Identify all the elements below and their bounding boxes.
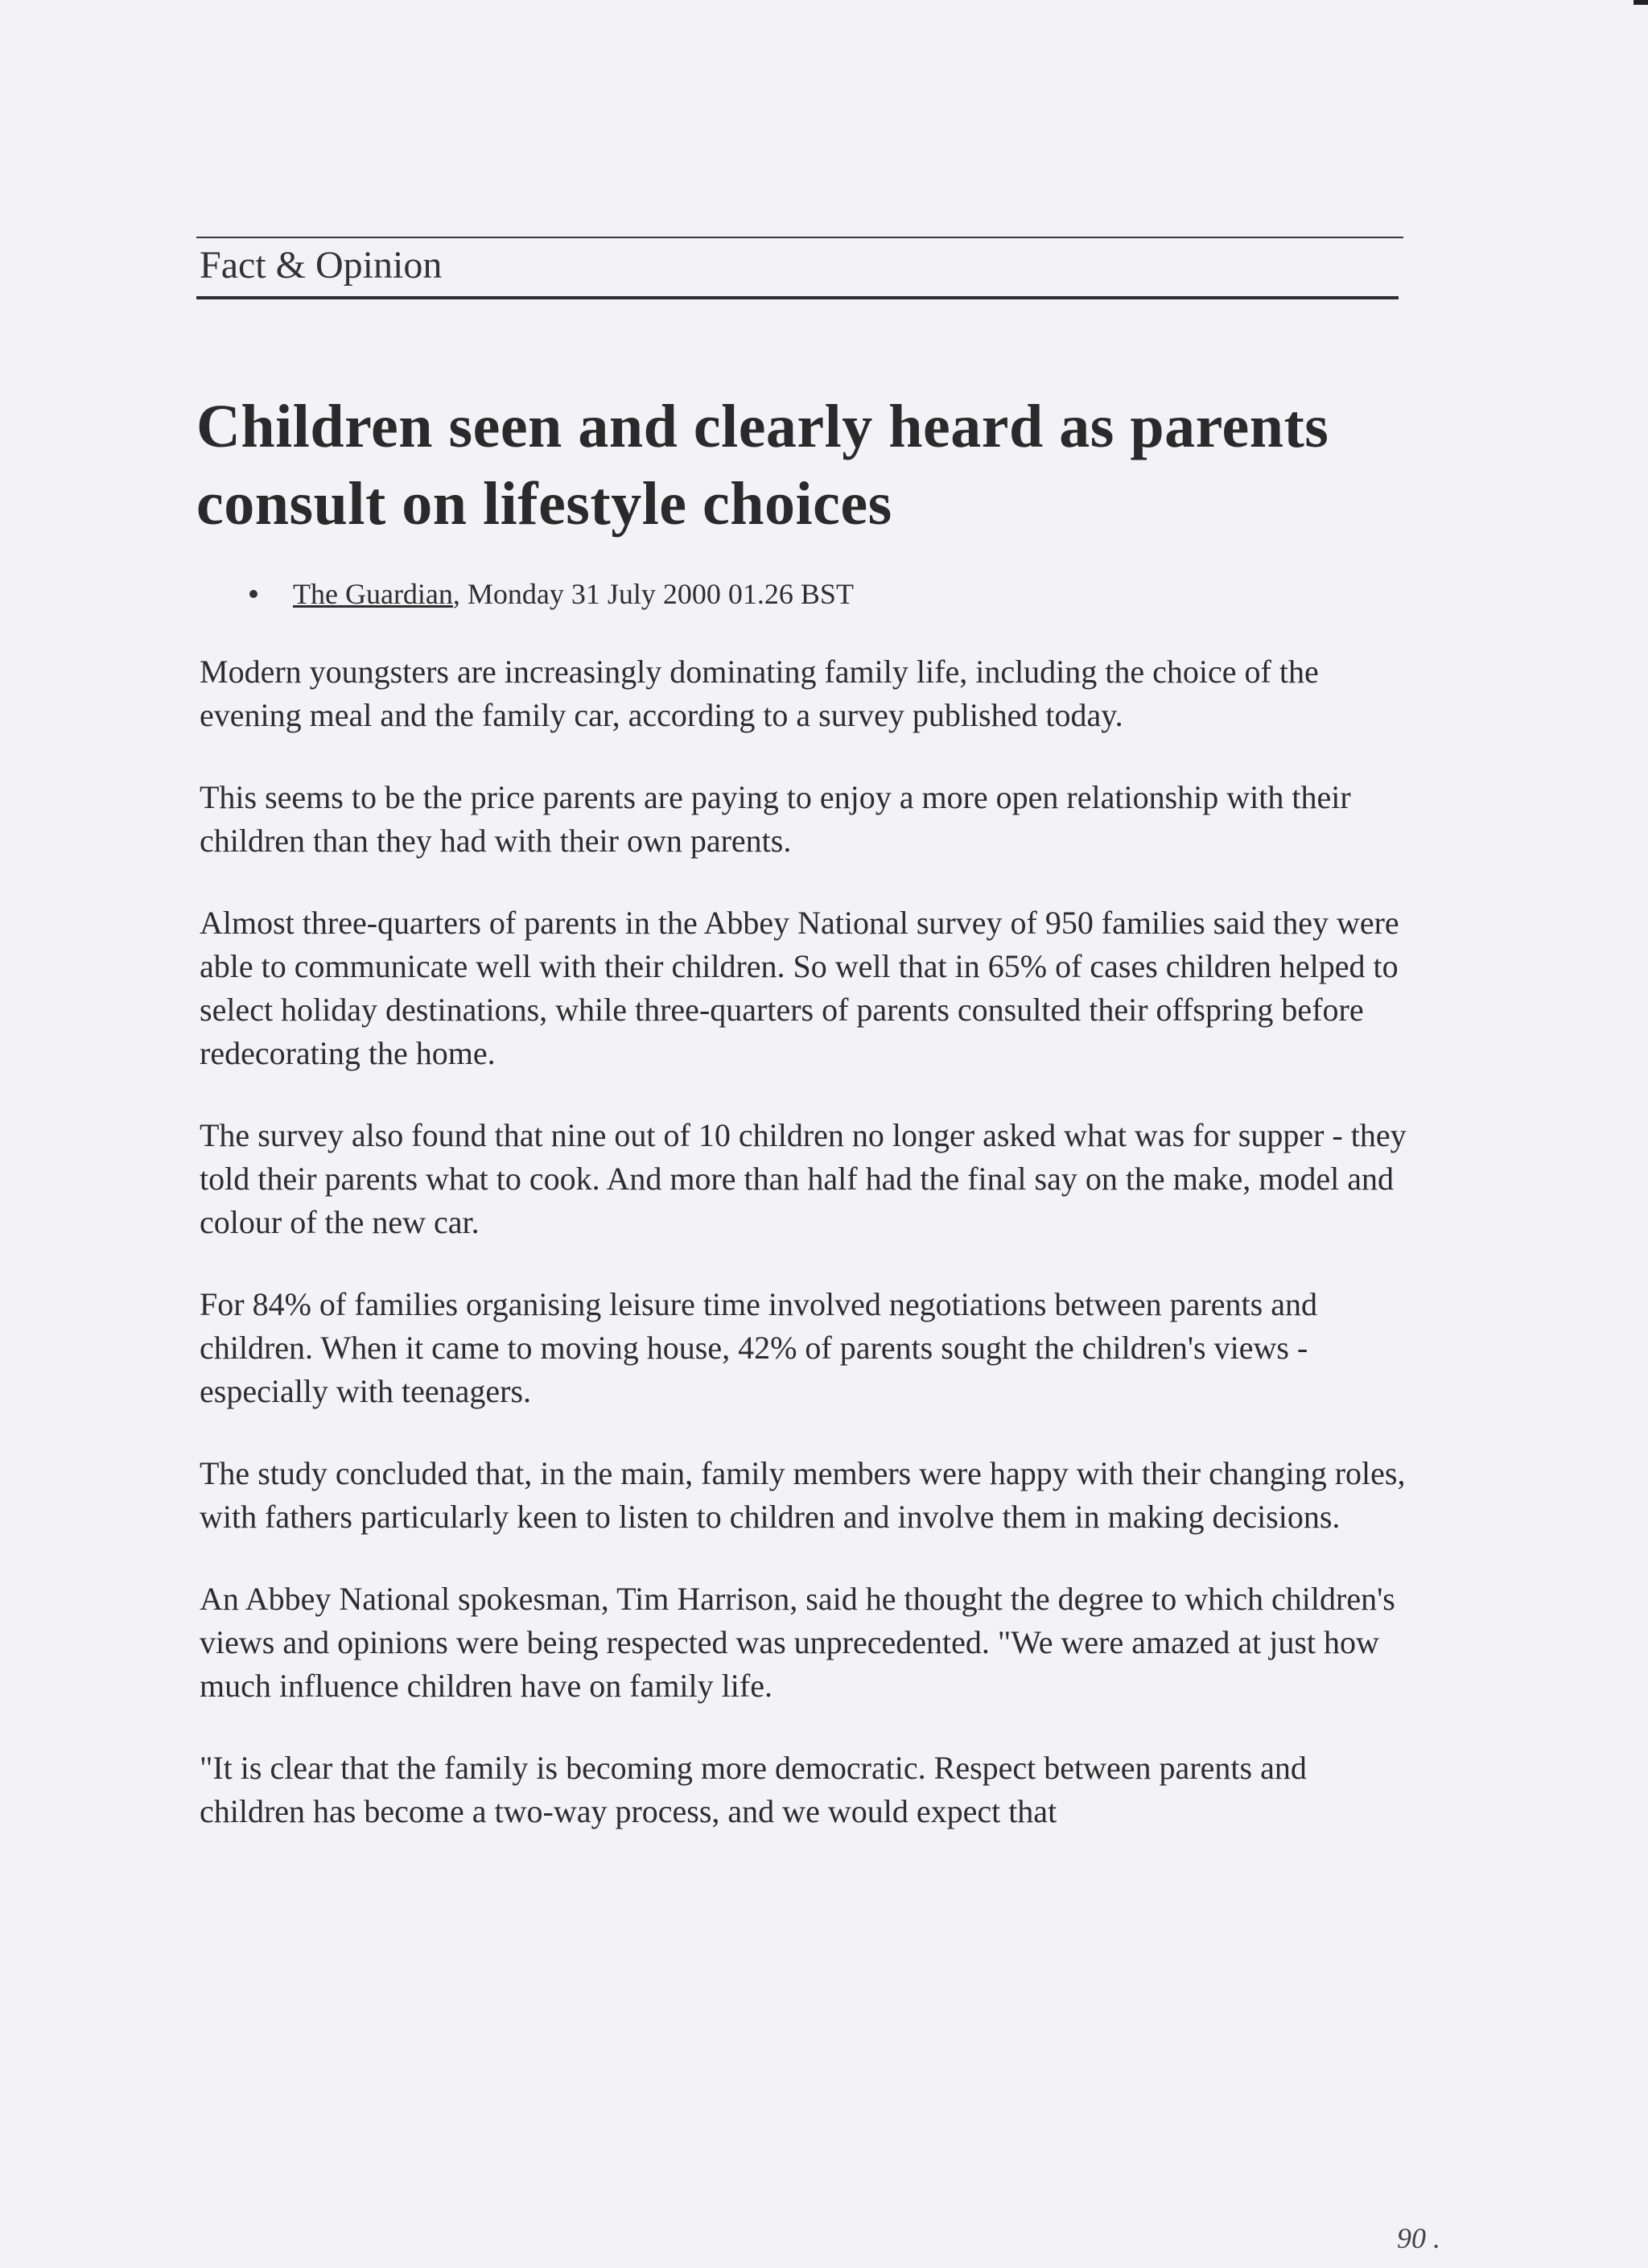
section-header (196, 237, 1403, 301)
paragraph: The study concluded that, in the main, family members were happy with their changing roles, with fathers particularly keen to listen to children and involve them in making decisions. (200, 1455, 1406, 1535)
paragraph: Modern youngsters are increasingly dominating family life, including the choice of the evening meal and the family car, according to a survey published today. (200, 654, 1319, 733)
article-headline: Children seen and clearly heard as parents consult on lifestyle choices (196, 393, 1329, 538)
section-label: Fact & Opinion (200, 244, 443, 287)
source-link[interactable]: The Guardian (293, 578, 453, 610)
byline-date: , Monday 31 July 2000 01.26 BST (452, 578, 854, 610)
page-number: 90 . (1397, 2222, 1440, 2254)
header-rule-top (196, 237, 1403, 238)
article-body (200, 650, 1407, 1872)
paragraph: For 84% of families organising leisure time involved negotiations between parents and children. When it came to moving house, 42% of parents sought the children's views - especially with teenagers. (200, 1286, 1317, 1409)
corner-mark (1634, 0, 1648, 5)
paragraph: An Abbey National spokesman, Tim Harrison, said he thought the degree to which children's views and opinions were being respected was unprecedented. "We were amazed at just how much influence children have on family life. (200, 1581, 1395, 1704)
header-rule-bottom (196, 296, 1399, 299)
paragraph: "It is clear that the family is becoming more democratic. Respect between parents and children has become a two-way process, and we would expect that (200, 1750, 1307, 1829)
paragraph: Almost three-quarters of parents in the Abbey National survey of 950 families said they were able to communicate well with their children. So well that in 65% of cases children helped to select holiday destinations, while three-quarters of parents consulted their offspring before redecorating the home. (200, 905, 1399, 1071)
paragraph: This seems to be the price parents are paying to enjoy a more open relationship with their children than they had with their own parents. (200, 779, 1351, 859)
paragraph: The survey also found that nine out of 10 children no longer asked what was for supper - they told their parents what to cook. And more than half had the final say on the make, model and colour of the new car. (200, 1117, 1407, 1240)
bullet-icon (249, 590, 258, 598)
byline (249, 576, 854, 612)
